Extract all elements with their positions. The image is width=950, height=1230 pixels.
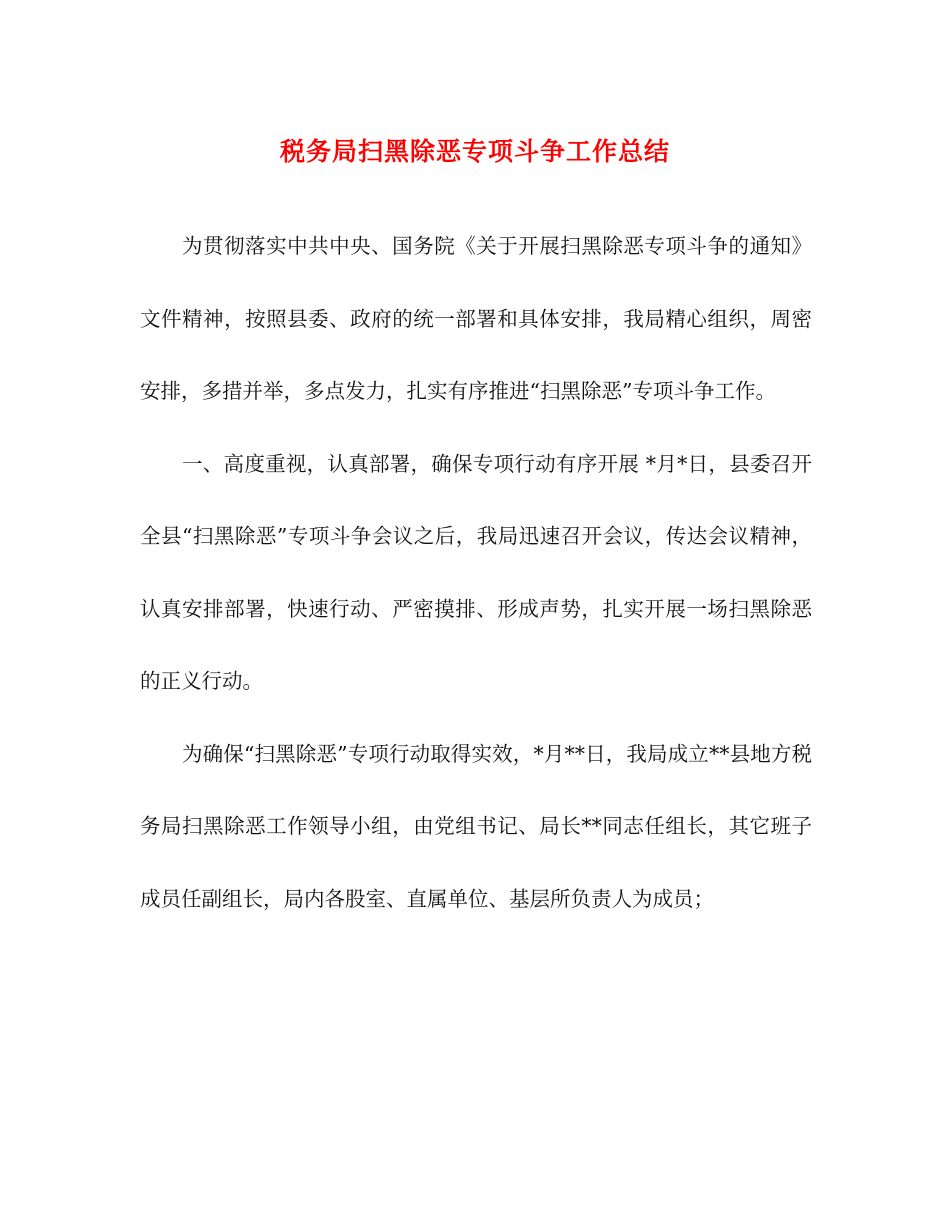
paragraph-leadership-group: 为确保“扫黑除恶”专项行动取得实效，*月**日，我局成立**县地方税务局扫黑除恶工作领导小组，由党组书记、局长**同志任组长，其它班子成员任副组长，局内各股室、直属单位、基层所负责人为成员； (140, 741, 812, 911)
paragraph-intro: 为贯彻落实中共中央、国务院《关于开展扫黑除恶专项斗争的通知》文件精神，按照县委、政府的统一部署和具体安排，我局精心组织，周密安排，多措并举，多点发力，扎实有序推进“扫黑除恶”专项斗争工作。 (140, 234, 812, 403)
paragraph-section-one: 一、高度重视，认真部署，确保专项行动有序开展 *月*日，县委召开全县“扫黑除恶”专项斗争会议之后，我局迅速召开会议，传达会议精神，认真安排部署，快速行动、严密摸排、形成声势，扎实开展一场扫黑除恶的正义行动。 (140, 451, 812, 693)
document-body (140, 210, 812, 935)
document-title: 税务局扫黑除恶专项斗争工作总结 (279, 137, 670, 166)
